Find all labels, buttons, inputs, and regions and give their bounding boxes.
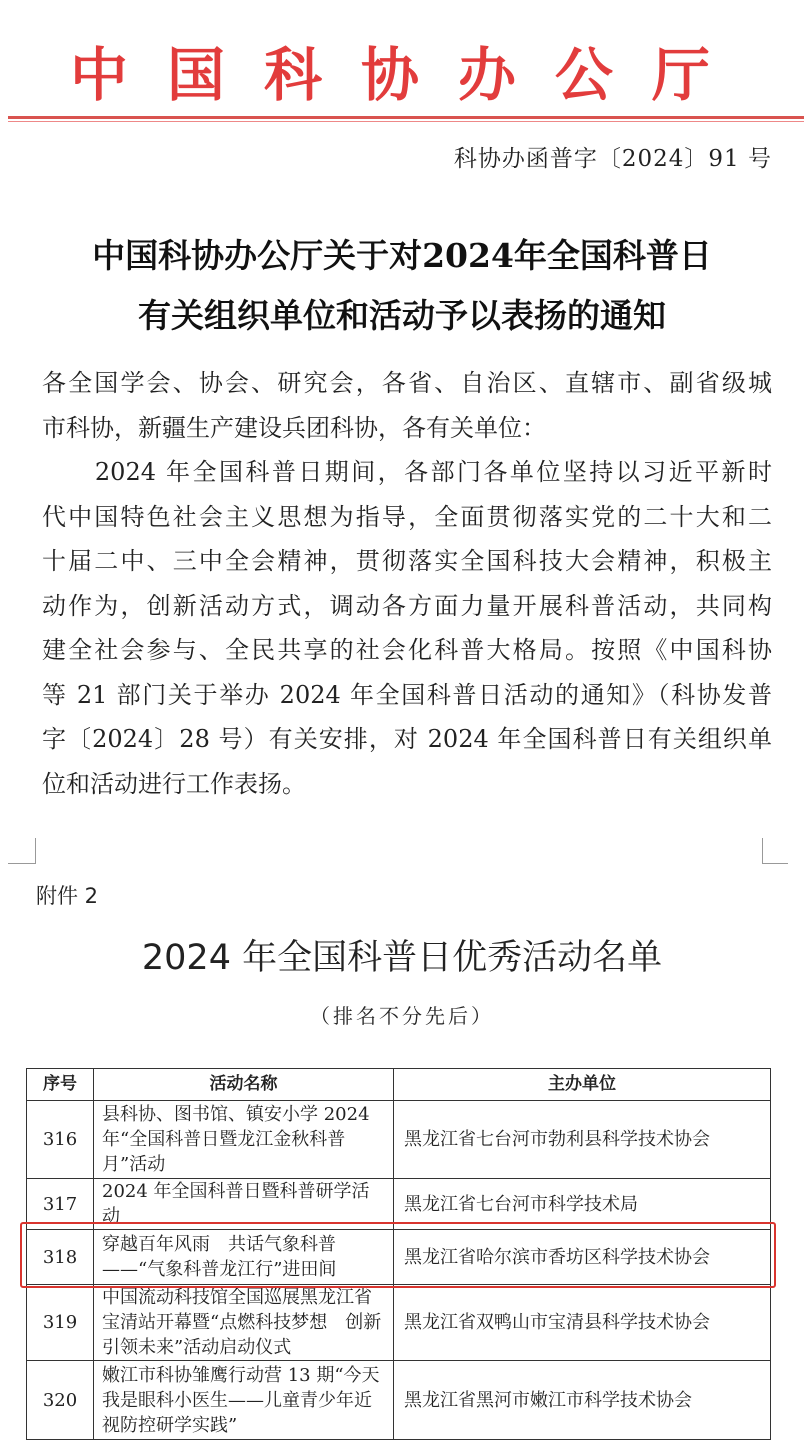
row-org: 黑龙江省七台河市科学技术局 bbox=[394, 1179, 771, 1230]
page-crop-mark bbox=[762, 838, 788, 864]
table-row bbox=[27, 1101, 771, 1179]
issuer-letterhead bbox=[70, 40, 710, 110]
row-org: 黑龙江省七台河市勃利县科学技术协会 bbox=[394, 1101, 771, 1179]
row-org: 黑龙江省黑河市嫩江市科学技术协会 bbox=[394, 1361, 771, 1440]
red-divider-thin bbox=[8, 121, 804, 122]
letterhead-char: 厅 bbox=[651, 41, 710, 109]
row-no: 319 bbox=[27, 1285, 94, 1361]
body-text bbox=[42, 361, 772, 806]
body-line: 十届二中、三中全会精神，贯彻落实全国科技大会精神，积极主 bbox=[42, 547, 772, 575]
letterhead-char: 协 bbox=[360, 41, 419, 109]
body-line: 代中国特色社会主义思想为指导，全面贯彻落实党的二十大和二 bbox=[42, 502, 772, 531]
row-org: 黑龙江省哈尔滨市香坊区科学技术协会 bbox=[394, 1230, 771, 1285]
row-activity: 穿越百年风雨 共话气象科普——“气象科普龙江行”进田间 bbox=[94, 1230, 394, 1285]
document-title-line-1: 中国科协办公厅关于对2024年全国科普日 bbox=[92, 236, 712, 275]
body-line: 字〔2024〕28 号）有关安排，对 2024 年全国科普日有关组织单 bbox=[42, 725, 772, 753]
row-activity: 嫩江市科协雏鹰行动营 13 期“今天我是眼科小医生——儿童青少年近视防控研学实践” bbox=[94, 1361, 394, 1440]
document-number: 科协办函普字〔2024〕91 号 bbox=[453, 146, 772, 172]
table-row bbox=[27, 1361, 771, 1440]
letterhead-char: 中 bbox=[70, 41, 129, 109]
row-no: 317 bbox=[27, 1179, 94, 1230]
list-subtitle: （排名不分先后） bbox=[310, 1004, 494, 1028]
body-line: 等 21 部门关于举办 2024 年全国科普日活动的通知》（科协发普 bbox=[42, 680, 772, 709]
header-no: 序号 bbox=[27, 1069, 94, 1101]
highlight-box bbox=[20, 1222, 776, 1288]
row-no: 318 bbox=[27, 1230, 94, 1285]
red-divider bbox=[8, 116, 804, 119]
letterhead-char: 科 bbox=[263, 41, 322, 109]
row-no: 316 bbox=[27, 1101, 94, 1179]
page-crop-mark bbox=[8, 838, 36, 864]
document-title-line-2: 有关组织单位和活动予以表扬的通知 bbox=[138, 296, 666, 335]
table-row bbox=[27, 1285, 771, 1361]
table-header-row bbox=[27, 1069, 771, 1101]
row-activity: 中国流动科技馆全国巡展黑龙江省宝清站开幕暨“点燃科技梦想 创新引领未来”活动启动仪式 bbox=[94, 1285, 394, 1361]
row-org: 黑龙江省双鸭山市宝清县科学技术协会 bbox=[394, 1285, 771, 1361]
row-activity: 县科协、图书馆、镇安小学 2024 年“全国科普日暨龙江金秋科普月”活动 bbox=[94, 1101, 394, 1179]
header-org: 主办单位 bbox=[394, 1069, 771, 1101]
row-no: 320 bbox=[27, 1361, 94, 1440]
attachment-label: 附件 2 bbox=[36, 884, 99, 908]
header-activity: 活动名称 bbox=[94, 1069, 394, 1101]
body-line: 建全社会参与、全民共享的社会化科普大格局。按照《中国科协 bbox=[42, 636, 772, 664]
body-line: 2024 年全国科普日期间，各部门各单位坚持以习近平新时 bbox=[42, 458, 772, 486]
body-line: 市科协，新疆生产建设兵团科协，各有关单位： bbox=[42, 413, 546, 442]
row-activity: 2024 年全国科普日暨科普研学活动 bbox=[94, 1179, 394, 1230]
letterhead-char: 国 bbox=[166, 41, 225, 109]
letterhead-char: 公 bbox=[554, 41, 613, 109]
body-line: 位和活动进行工作表扬。 bbox=[42, 769, 306, 798]
body-line: 动作为，创新活动方式，调动各方面力量开展科普活动，共同构 bbox=[42, 591, 772, 620]
list-title: 2024 年全国科普日优秀活动名单 bbox=[141, 938, 663, 978]
body-line: 各全国学会、协会、研究会，各省、自治区、直辖市、副省级城 bbox=[42, 369, 772, 397]
letterhead-char: 办 bbox=[457, 41, 516, 109]
